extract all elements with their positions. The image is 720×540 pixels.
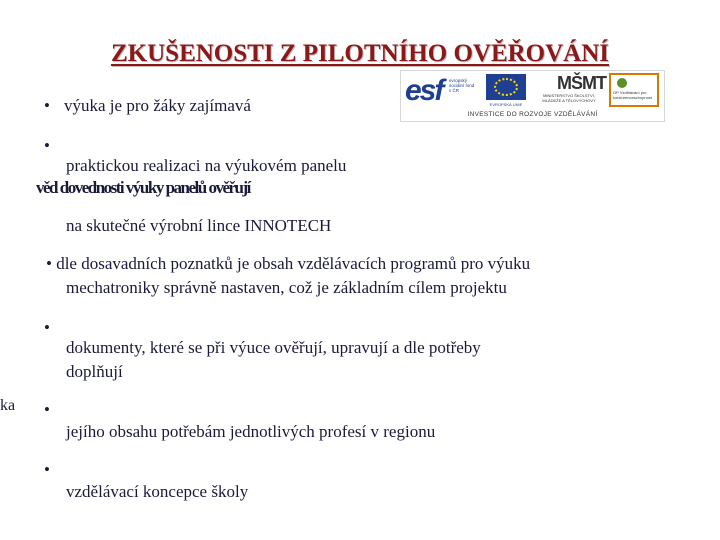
msmt-logo-text: MINISTERSTVO ŠKOLSTVÍ, MLÁDEŽE A TĚLOVÝCHOVY	[542, 93, 596, 103]
bullet-icon: •	[44, 400, 50, 419]
msmt-logo	[539, 73, 606, 109]
bullet-text-2-line-2: praktickou realizaci na výukovém panelu	[66, 156, 347, 175]
esf-logo	[405, 74, 475, 108]
bullet-icon: •	[44, 318, 50, 337]
op-vk-logo-icon	[617, 78, 627, 88]
esf-logo-word: esf	[405, 74, 443, 107]
logos-row	[401, 71, 664, 109]
bullet-text-6-line-1: vzdělávací koncepce školy	[66, 482, 249, 501]
partner-logo-strip	[400, 70, 665, 122]
investice-slogan: INVESTICE DO ROZVOJE VZDĚLÁVÁNÍ	[467, 111, 598, 118]
eu-flag-logo	[481, 73, 531, 109]
bullet-text-5-line-1: jejího obsahu potřebám jednotlivých profesí v regionu	[66, 422, 436, 441]
cut-off-text-fragment: ka	[0, 397, 16, 414]
bullet-icon: •	[44, 96, 50, 115]
bullet-text-3-line-2: mechatroniky správně nastaven, což je základním cílem projektu	[66, 278, 507, 297]
bullet-icon: •	[44, 136, 50, 155]
op-vk-logo-text: OP Vzdělávání pro konkurenceschopnost	[613, 90, 652, 100]
bullet-icon: •	[44, 460, 50, 479]
eu-logo-text: EVROPSKÁ UNIE	[489, 102, 523, 107]
bullet-text-4-line-1: dokumenty, které se při výuce ověřují, upravují a dle potřeby	[66, 338, 481, 357]
esf-logo-text: evropský sociální fond v ČR	[449, 78, 475, 93]
bullet-text-4-line-2: doplňují	[66, 362, 123, 381]
bullet-text-2-line-4: na skutečné výrobní lince INNOTECH	[66, 216, 332, 235]
eu-stars-icon	[494, 78, 518, 96]
bullet-text-3-line-1: • dle dosavadních poznatků je obsah vzdělávacích programů pro výuku	[46, 254, 531, 273]
op-vk-logo	[609, 73, 659, 107]
msmt-logo-mark: MŠMT	[557, 73, 606, 93]
bullet-text-1: výuka je pro žáky zajímavá	[64, 96, 251, 115]
page-title: ZKUŠENOSTI Z PILOTNÍHO OVĚŘOVÁNÍ	[110, 40, 610, 67]
bullet-text-2-overlap: věd dovednosti výuky panelů ověřují	[36, 178, 250, 197]
